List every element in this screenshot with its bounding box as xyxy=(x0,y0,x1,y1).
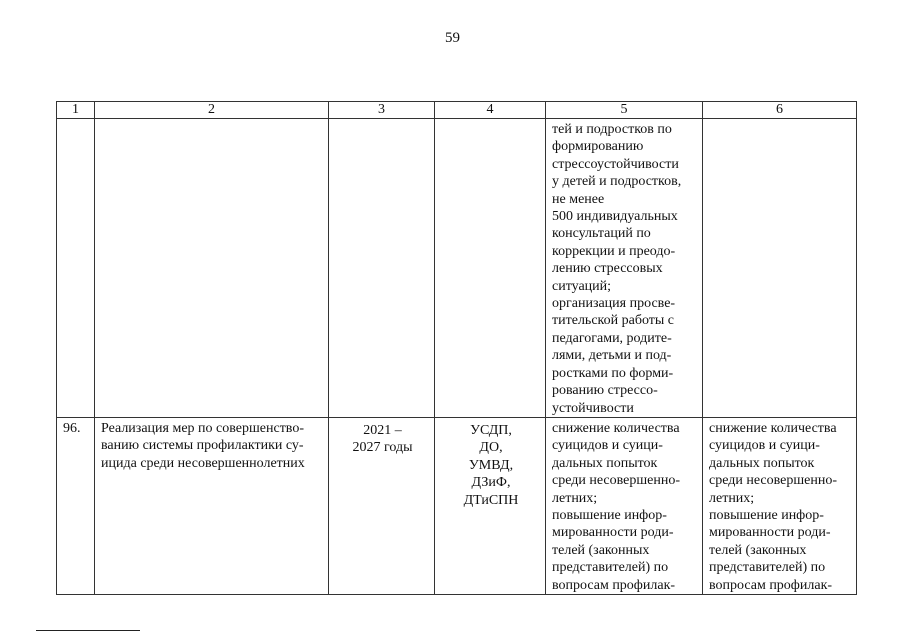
cell-empty xyxy=(95,119,329,418)
cell-empty xyxy=(703,119,857,418)
cell-measure xyxy=(95,417,329,594)
cell-period xyxy=(329,417,435,594)
executors-text: УСДП, ДО, УМВД, ДЗиФ, ДТиСПН xyxy=(463,422,519,508)
cell-empty xyxy=(329,119,435,418)
result-continued-text: тей и подростков по формированию стрессоустойчивости у детей и подростков, не менее 500 индивидуальных консультаций по коррекции и преодо- лению стрессовых ситуаций; организация просве- тительской работы с педагогами, родите- лями, детьми и под- ростками по форми- рованию стрессо- устойчивости xyxy=(552,122,682,416)
cell-result xyxy=(546,417,703,594)
cell-executors xyxy=(435,417,546,594)
footnote-divider xyxy=(36,630,140,631)
cell-empty xyxy=(435,119,546,418)
measure-text: Реализация мер по совершенство- ванию системы профилактики су- ицида среди несовершеннолетних xyxy=(101,420,305,471)
header-col-1: 1 xyxy=(57,102,95,119)
header-col-3: 3 xyxy=(329,102,435,119)
result-text: снижение количества суицидов и суици- дальных попыток среди несовершенно- летних; повышение инфор- мированности роди- телей (законных представителей) по вопросам профилак- xyxy=(552,420,681,593)
indicator-text: снижение количества суицидов и суици- дальных попыток среди несовершенно- летних; повышение инфор- мированности роди- телей (законных представителей) по вопросам профилак- xyxy=(709,420,838,593)
cell-indicator xyxy=(703,417,857,594)
row-number: 96. xyxy=(63,420,81,436)
period-text: 2021 – 2027 годы xyxy=(352,422,413,456)
page-number: 59 xyxy=(445,30,460,46)
header-col-4: 4 xyxy=(435,102,546,119)
cell-empty xyxy=(57,119,95,418)
table-row-continued xyxy=(57,119,857,418)
cell-number xyxy=(57,417,95,594)
header-col-5: 5 xyxy=(546,102,703,119)
header-col-6: 6 xyxy=(703,102,857,119)
cell-result-continued xyxy=(546,119,703,418)
header-col-2: 2 xyxy=(95,102,329,119)
plan-table xyxy=(56,101,857,595)
table-row-96 xyxy=(57,417,857,594)
table-header-row xyxy=(57,102,857,119)
